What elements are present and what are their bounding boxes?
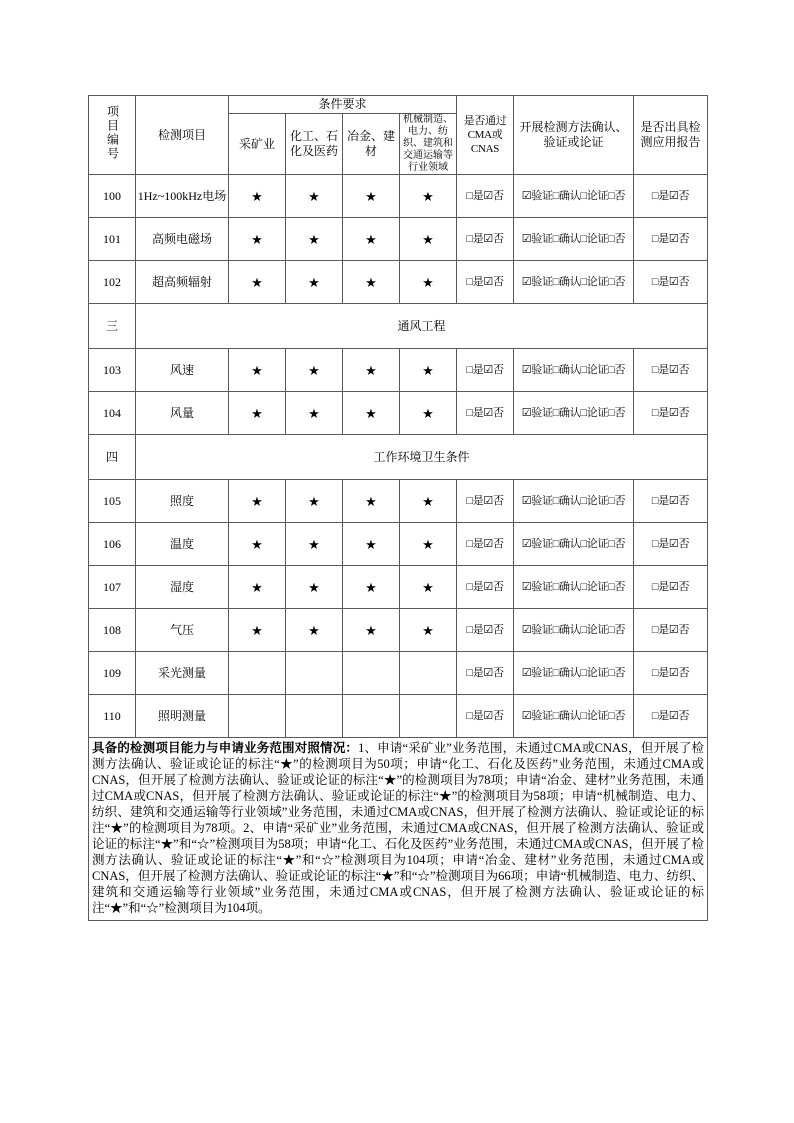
item-no-cell: 108 xyxy=(89,609,136,652)
table-row xyxy=(89,261,708,304)
method-checkbox-cell: ☑验证□确认□论证□否 xyxy=(514,652,634,695)
header-method: 开展检测方法确认、验证或论证 xyxy=(514,96,634,175)
star-cell: ★ xyxy=(400,392,457,435)
item-name-cell: 温度 xyxy=(136,523,229,566)
star-cell: ★ xyxy=(400,523,457,566)
item-name-cell: 超高频辐射 xyxy=(136,261,229,304)
report-checkbox-cell: □是☑否 xyxy=(634,695,708,738)
cma-checkbox-cell: □是☑否 xyxy=(457,609,514,652)
star-cell xyxy=(400,652,457,695)
star-cell: ★ xyxy=(343,566,400,609)
section-title-cell: 通风工程 xyxy=(136,304,708,349)
report-checkbox-cell: □是☑否 xyxy=(634,652,708,695)
report-checkbox-cell: □是☑否 xyxy=(634,609,708,652)
star-cell: ★ xyxy=(286,261,343,304)
star-cell: ★ xyxy=(286,218,343,261)
header-condition: 条件要求 xyxy=(229,96,457,114)
table-row xyxy=(89,480,708,523)
star-cell: ★ xyxy=(286,566,343,609)
header-industry-machinery: 机械制造、电力、纺织、建筑和交通运输等行业领域 xyxy=(400,114,457,175)
method-checkbox-cell: ☑验证□确认□论证□否 xyxy=(514,261,634,304)
method-checkbox-cell: ☑验证□确认□论证□否 xyxy=(514,523,634,566)
report-checkbox-cell: □是☑否 xyxy=(634,566,708,609)
method-checkbox-cell: ☑验证□确认□论证□否 xyxy=(514,609,634,652)
item-no-cell: 104 xyxy=(89,392,136,435)
notes-body: 1、申请“采矿业”业务范围，未通过CMA或CNAS，但开展了检测方法确认、验证或论证的标注“★”的检测项目为50项；申请“化工、石化及医药”业务范围，未通过CMA或CNAS，但开展了检测方法确认、验证或论证的标注“★”的检测项目为78项；申请“冶金、建材”业务范围，未通过CMA或CNAS，但开展了检测方法确认、验证或论证的标注“★”的检测项目为58项；申请“机械制造、电力、纺织、建筑和交通运输等行业领域”业务范围，未通过CMA或CNAS，但开展了检测方法确认、验证或论证的标注“★”的检测项目为78项。2、申请“采矿业”业务范围，未通过CMA或CNAS，但开展了检测方法确认、验证或论证的标注“★”和“☆”检测项目为58项；申请“化工、石化及医药”业务范围，未通过CMA或CNAS，但开展了检测方法确认、验证或论证的标注“★”和“☆”检测项目为104项；申请“冶金、建材”业务范围，未通过CMA或CNAS，但开展了检测方法确认、验证或论证的标注“★”和“☆”检测项目为66项；申请“机械制造、电力、纺织、建筑和交通运输等行业领域”业务范围，未通过CMA或CNAS，但开展了检测方法确认、验证或论证的标注“★”和“☆”检测项目为104项。 xyxy=(92,741,704,915)
cma-checkbox-cell: □是☑否 xyxy=(457,566,514,609)
report-checkbox-cell: □是☑否 xyxy=(634,480,708,523)
star-cell xyxy=(286,695,343,738)
star-cell: ★ xyxy=(343,523,400,566)
cma-checkbox-cell: □是☑否 xyxy=(457,480,514,523)
star-cell: ★ xyxy=(400,175,457,218)
header-item-name: 检测项目 xyxy=(136,96,229,175)
table-row xyxy=(89,609,708,652)
item-no-cell: 110 xyxy=(89,695,136,738)
report-checkbox-cell: □是☑否 xyxy=(634,218,708,261)
star-cell xyxy=(286,652,343,695)
header-industry-mining: 采矿业 xyxy=(229,114,286,175)
star-cell: ★ xyxy=(400,261,457,304)
table-row xyxy=(89,175,708,218)
star-cell: ★ xyxy=(229,566,286,609)
document-page xyxy=(88,95,708,921)
star-cell: ★ xyxy=(229,261,286,304)
method-checkbox-cell: ☑验证□确认□论证□否 xyxy=(514,695,634,738)
star-cell: ★ xyxy=(400,566,457,609)
cma-checkbox-cell: □是☑否 xyxy=(457,175,514,218)
table-row xyxy=(89,566,708,609)
item-no-cell: 101 xyxy=(89,218,136,261)
table-row xyxy=(89,218,708,261)
item-name-cell: 1Hz~100kHz电场 xyxy=(136,175,229,218)
notes-title: 具备的检测项目能力与申请业务范围对照情况： xyxy=(92,741,359,755)
star-cell: ★ xyxy=(400,349,457,392)
section-no-cell: 四 xyxy=(89,435,136,480)
table-row xyxy=(89,349,708,392)
header-cma: 是否通过CMA或CNAS xyxy=(457,96,514,175)
item-name-cell: 照明测量 xyxy=(136,695,229,738)
star-cell: ★ xyxy=(286,392,343,435)
cma-checkbox-cell: □是☑否 xyxy=(457,218,514,261)
star-cell: ★ xyxy=(343,218,400,261)
star-cell: ★ xyxy=(229,392,286,435)
header-item-no-label: 项目编号 xyxy=(105,105,120,161)
notes-row xyxy=(89,738,708,921)
method-checkbox-cell: ☑验证□确认□论证□否 xyxy=(514,349,634,392)
star-cell: ★ xyxy=(343,261,400,304)
star-cell: ★ xyxy=(286,609,343,652)
star-cell: ★ xyxy=(286,175,343,218)
star-cell: ★ xyxy=(400,480,457,523)
item-name-cell: 气压 xyxy=(136,609,229,652)
cma-checkbox-cell: □是☑否 xyxy=(457,652,514,695)
star-cell: ★ xyxy=(229,349,286,392)
item-no-cell: 106 xyxy=(89,523,136,566)
report-checkbox-cell: □是☑否 xyxy=(634,175,708,218)
table-row xyxy=(89,523,708,566)
section-title-cell: 工作环境卫生条件 xyxy=(136,435,708,480)
table-row xyxy=(89,392,708,435)
cma-checkbox-cell: □是☑否 xyxy=(457,261,514,304)
star-cell: ★ xyxy=(286,349,343,392)
star-cell: ★ xyxy=(400,609,457,652)
notes-paragraph xyxy=(89,738,708,921)
method-checkbox-cell: ☑验证□确认□论证□否 xyxy=(514,218,634,261)
header-report: 是否出具检测应用报告 xyxy=(634,96,708,175)
star-cell: ★ xyxy=(400,218,457,261)
star-cell: ★ xyxy=(286,523,343,566)
item-no-cell: 105 xyxy=(89,480,136,523)
star-cell xyxy=(400,695,457,738)
table-row xyxy=(89,652,708,695)
star-cell: ★ xyxy=(343,609,400,652)
star-cell: ★ xyxy=(343,480,400,523)
star-cell xyxy=(343,652,400,695)
section-no-cell: 三 xyxy=(89,304,136,349)
method-checkbox-cell: ☑验证□确认□论证□否 xyxy=(514,480,634,523)
star-cell: ★ xyxy=(229,523,286,566)
header-industry-chemical: 化工、石化及医药 xyxy=(286,114,343,175)
star-cell: ★ xyxy=(229,480,286,523)
star-cell: ★ xyxy=(229,218,286,261)
item-name-cell: 高频电磁场 xyxy=(136,218,229,261)
star-cell xyxy=(343,695,400,738)
table-row xyxy=(89,695,708,738)
method-checkbox-cell: ☑验证□确认□论证□否 xyxy=(514,566,634,609)
star-cell: ★ xyxy=(343,392,400,435)
report-checkbox-cell: □是☑否 xyxy=(634,261,708,304)
star-cell: ★ xyxy=(343,175,400,218)
item-no-cell: 103 xyxy=(89,349,136,392)
item-no-cell: 100 xyxy=(89,175,136,218)
testing-items-table xyxy=(88,95,708,921)
star-cell: ★ xyxy=(229,609,286,652)
header-item-no xyxy=(89,96,136,175)
item-no-cell: 109 xyxy=(89,652,136,695)
item-name-cell: 照度 xyxy=(136,480,229,523)
cma-checkbox-cell: □是☑否 xyxy=(457,349,514,392)
star-cell xyxy=(229,652,286,695)
item-name-cell: 湿度 xyxy=(136,566,229,609)
cma-checkbox-cell: □是☑否 xyxy=(457,523,514,566)
star-cell xyxy=(229,695,286,738)
item-name-cell: 风量 xyxy=(136,392,229,435)
method-checkbox-cell: ☑验证□确认□论证□否 xyxy=(514,392,634,435)
header-industry-metallurgy: 冶金、建材 xyxy=(343,114,400,175)
table-header-row-1 xyxy=(89,96,708,114)
report-checkbox-cell: □是☑否 xyxy=(634,523,708,566)
star-cell: ★ xyxy=(286,480,343,523)
method-checkbox-cell: ☑验证□确认□论证□否 xyxy=(514,175,634,218)
star-cell: ★ xyxy=(343,349,400,392)
section-row xyxy=(89,304,708,349)
item-name-cell: 风速 xyxy=(136,349,229,392)
item-no-cell: 107 xyxy=(89,566,136,609)
cma-checkbox-cell: □是☑否 xyxy=(457,392,514,435)
cma-checkbox-cell: □是☑否 xyxy=(457,695,514,738)
section-row xyxy=(89,435,708,480)
star-cell: ★ xyxy=(229,175,286,218)
item-no-cell: 102 xyxy=(89,261,136,304)
item-name-cell: 采光测量 xyxy=(136,652,229,695)
report-checkbox-cell: □是☑否 xyxy=(634,392,708,435)
report-checkbox-cell: □是☑否 xyxy=(634,349,708,392)
